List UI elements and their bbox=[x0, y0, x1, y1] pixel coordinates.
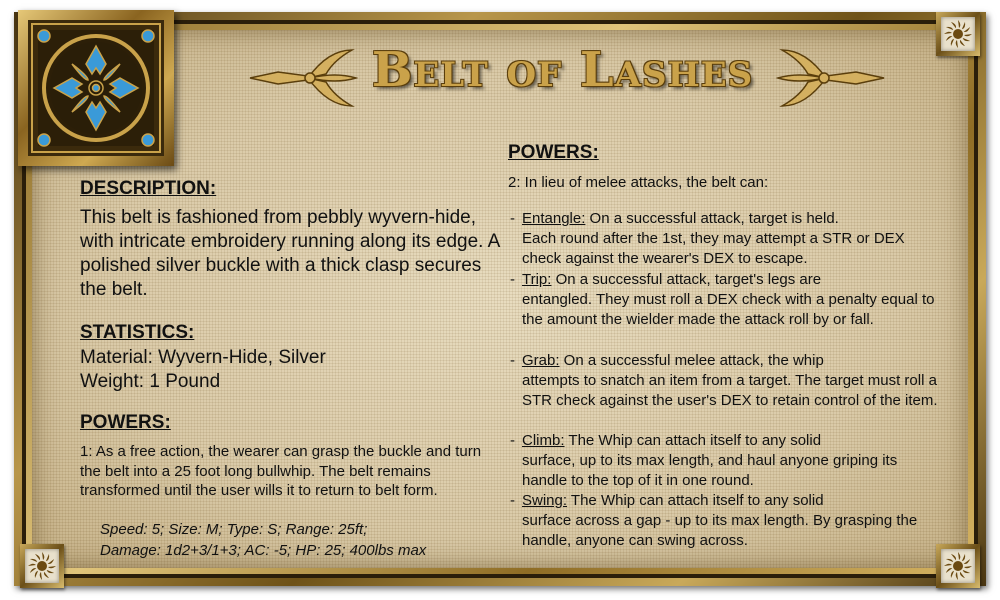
sunburst-corner-icon bbox=[936, 12, 980, 56]
description-heading: DESCRIPTION: bbox=[80, 178, 217, 199]
option-name: Climb: bbox=[522, 432, 565, 449]
bullet-dash: - bbox=[510, 492, 515, 509]
whip-stats-line-1: Speed: 5; Size: M; Type: S; Range: 25ft; bbox=[100, 521, 368, 538]
sunburst-corner-icon bbox=[20, 544, 64, 588]
fleur-flourish-icon bbox=[248, 46, 358, 110]
option-climb bbox=[510, 431, 940, 491]
sunburst-corner-icon bbox=[936, 544, 980, 588]
option-text-continued: entangled. They must roll a DEX check with a penalty equal to the amount the wielder made the attack roll by or fall. bbox=[522, 291, 935, 328]
option-name: Entangle: bbox=[522, 210, 586, 227]
powers-heading: POWERS: bbox=[508, 142, 599, 163]
power-1-text: 1: As a free action, the wearer can grasp the buckle and turn the belt into a 25 foot long bullwhip. The belt remains transformed until the user wills it to return to belt form. bbox=[80, 443, 482, 499]
option-text-continued: surface, up to its max length, and haul anyone griping its handle to the top of it in one round. bbox=[522, 452, 898, 489]
option-name: Swing: bbox=[522, 492, 568, 509]
fleur-flourish-icon bbox=[776, 46, 886, 110]
item-title: Belt of Lashes bbox=[371, 42, 754, 98]
power-2-intro: 2: In lieu of melee attacks, the belt can: bbox=[508, 174, 769, 191]
option-text: On a successful attack, target's legs are bbox=[551, 271, 822, 288]
option-name: Grab: bbox=[522, 352, 560, 369]
description-text: This belt is fashioned from pebbly wyvern-hide, with intricate embroidery running along its edge. A polished silver buckle with a thick clasp secures the belt. bbox=[80, 207, 500, 300]
option-grab bbox=[510, 351, 940, 411]
option-text: The Whip can attach itself to any solid bbox=[564, 432, 822, 449]
option-name: Trip: bbox=[522, 271, 552, 288]
powers-heading: POWERS: bbox=[80, 412, 171, 433]
whip-stats-line-2: Damage: 1d2+3/1+3; AC: -5; HP: 25; 400lbs max bbox=[100, 542, 427, 559]
option-text: The Whip can attach itself to any solid bbox=[567, 492, 824, 509]
blue-cross-medallion-icon bbox=[18, 10, 174, 166]
statistics-weight: Weight: 1 Pound bbox=[80, 371, 221, 392]
option-text-continued: Each round after the 1st, they may attempt a STR or DEX check against the wearer's DEX to escape. bbox=[522, 230, 905, 267]
option-entangle bbox=[510, 209, 940, 269]
option-text: On a successful attack, target is held. bbox=[585, 210, 839, 227]
bullet-dash: - bbox=[510, 352, 515, 369]
statistics-material: Material: Wyvern-Hide, Silver bbox=[80, 347, 326, 368]
option-text-continued: surface across a gap - up to its max length. By grasping the handle, anyone can swing across. bbox=[522, 512, 918, 549]
option-swing bbox=[510, 491, 940, 551]
bullet-dash: - bbox=[510, 210, 515, 227]
bullet-dash: - bbox=[510, 432, 515, 449]
option-trip bbox=[510, 270, 940, 330]
option-text-continued: attempts to snatch an item from a target. The target must roll a STR check against the user's DEX to retain control of the item. bbox=[522, 372, 938, 409]
statistics-heading: STATISTICS: bbox=[80, 322, 195, 343]
bullet-dash: - bbox=[510, 271, 515, 288]
option-text: On a successful melee attack, the whip bbox=[559, 352, 824, 369]
